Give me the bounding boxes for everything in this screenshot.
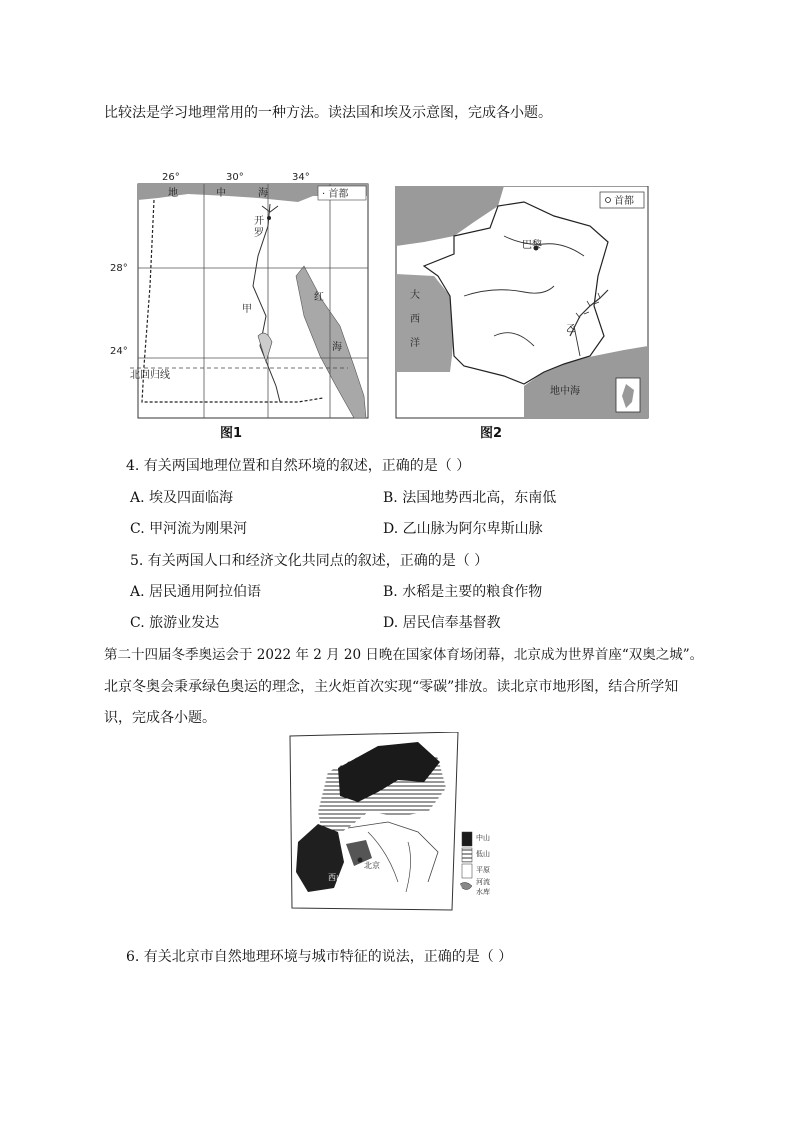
fig1-sea-char-2: 中 bbox=[216, 188, 226, 199]
q4-option-d: D. 乙山脉为阿尔卑斯山脉 bbox=[383, 521, 543, 537]
fig1-redsea-char-1: 红 bbox=[314, 292, 324, 303]
question-4-stem: 4. 有关两国地理位置和自然环境的叙述，正确的是（ ） bbox=[126, 458, 471, 474]
fig1-cairo-char-1: 开 bbox=[254, 216, 264, 227]
fig1-redsea-char-2: 海 bbox=[332, 342, 342, 353]
fig1-sea-char-1: 地 bbox=[168, 188, 178, 199]
figure-1-caption: 图1 bbox=[220, 426, 243, 441]
fig1-lon-30: 30° bbox=[226, 172, 244, 183]
fig3-legend-low: 低山 bbox=[476, 850, 490, 858]
figure-2-france-map bbox=[394, 186, 650, 441]
fig1-cairo-char-2: 罗 bbox=[254, 228, 264, 239]
question-6-stem: 6. 有关北京市自然地理环境与城市特征的说法，正确的是（ ） bbox=[126, 949, 513, 965]
fig2-atlantic-char-1: 大 bbox=[410, 290, 420, 301]
fig1-legend: · 首都 bbox=[322, 189, 349, 200]
fig1-lon-26: 26° bbox=[162, 172, 180, 183]
q4-option-c: C. 甲河流为刚果河 bbox=[130, 521, 248, 537]
fig2-atlantic-char-3: 洋 bbox=[410, 338, 420, 349]
fig1-tropic-label: 北回归线 bbox=[130, 370, 170, 381]
fig3-mountain-label: 西山 bbox=[328, 873, 344, 882]
figure-2-caption: 图2 bbox=[480, 426, 503, 441]
fig1-lon-34: 34° bbox=[292, 172, 310, 183]
fig2-legend: 首都 bbox=[614, 196, 634, 207]
q5-option-a: A. 居民通用阿拉伯语 bbox=[130, 584, 262, 600]
fig3-beijing-label: 北京 bbox=[364, 861, 380, 870]
fig1-sea-char-3: 海 bbox=[258, 188, 268, 199]
q5-option-b: B. 水稻是主要的粮食作物 bbox=[383, 584, 543, 600]
fig3-legend-mid: 中山 bbox=[476, 834, 490, 842]
intro-paragraph-2-line-3: 识，完成各小题。 bbox=[104, 710, 216, 726]
figure-3-beijing-map bbox=[288, 732, 494, 914]
fig1-lat-28: 28° bbox=[110, 263, 128, 274]
q4-option-a: A. 埃及四面临海 bbox=[130, 490, 234, 506]
figure-1-egypt-map bbox=[108, 166, 374, 441]
fig3-legend-river: 河流 bbox=[476, 878, 490, 886]
question-5-stem: 5. 有关两国人口和经济文化共同点的叙述，正确的是（ ） bbox=[130, 553, 489, 569]
fig2-mountain-label: 乙 bbox=[566, 324, 576, 335]
q5-option-c: C. 旅游业发达 bbox=[130, 615, 220, 631]
q4-option-b: B. 法国地势西北高，东南低 bbox=[383, 490, 557, 506]
intro-paragraph-1: 比较法是学习地理常用的一种方法。读法国和埃及示意图，完成各小题。 bbox=[104, 105, 552, 121]
fig2-med-label: 地中海 bbox=[550, 386, 580, 397]
q5-option-d: D. 居民信奉基督教 bbox=[383, 615, 501, 631]
fig3-legend-reservoir: 水库 bbox=[476, 888, 490, 896]
fig2-atlantic-char-2: 西 bbox=[410, 314, 420, 325]
fig3-legend-plain: 平原 bbox=[476, 866, 490, 874]
intro-paragraph-2-line-1: 第二十四届冬季奥运会于 2022 年 2 月 20 日晚在国家体育场闭幕，北京成为世界首座“双奥之城”。 bbox=[104, 647, 704, 663]
intro-paragraph-2-line-2: 北京冬奥会秉承绿色奥运的理念，主火炬首次实现“零碳”排放。读北京市地形图，结合所学知 bbox=[104, 679, 679, 695]
fig1-lat-24: 24° bbox=[110, 346, 128, 357]
fig2-paris-label: 巴黎 bbox=[522, 240, 542, 251]
fig1-river-label: 甲 bbox=[242, 304, 252, 315]
